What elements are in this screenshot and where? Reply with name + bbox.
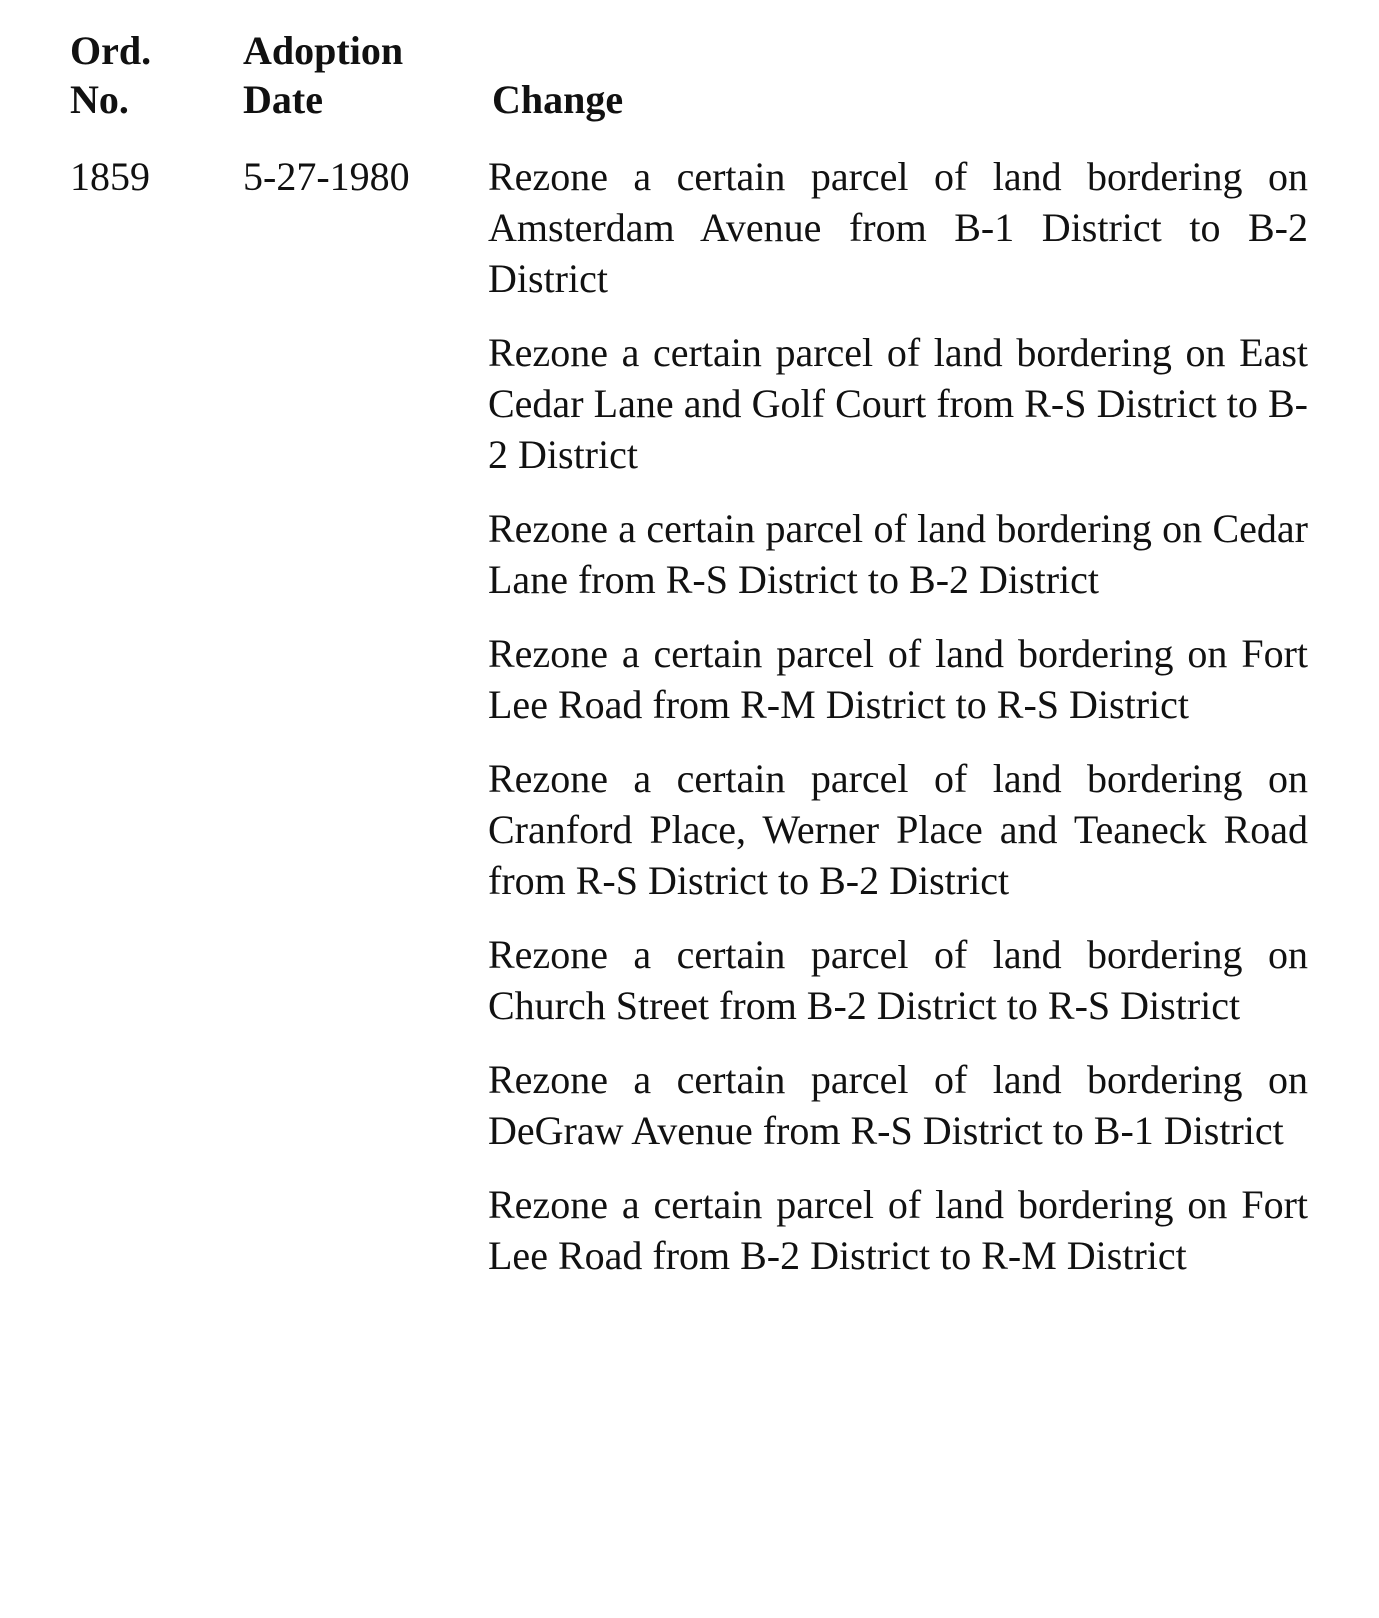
- header-ord-no: Ord. No.: [70, 28, 152, 122]
- change-item: Rezone a certain parcel of land bordering on East Cedar Lane and Golf Court from R-S District to B-2 District: [488, 330, 1308, 477]
- adoption-date-value: 5-27-1980: [243, 154, 410, 199]
- change-list: [488, 151, 1308, 1281]
- change-item: Rezone a certain parcel of land bordering on Church Street from B-2 District to R-S District: [488, 932, 1308, 1028]
- header-adoption-date: Adoption Date: [243, 28, 404, 122]
- change-item: Rezone a certain parcel of land bordering on DeGraw Avenue from R-S District to B-1 District: [488, 1057, 1308, 1153]
- change-item: Rezone a certain parcel of land bordering on Cranford Place, Werner Place and Teaneck Road from R-S District to B-2 District: [488, 756, 1308, 903]
- change-item: Rezone a certain parcel of land bordering on Fort Lee Road from B-2 District to R-M District: [488, 1182, 1308, 1278]
- header-change: Change: [492, 77, 624, 122]
- change-item: Rezone a certain parcel of land bordering on Amsterdam Avenue from B-1 District to B-2 District: [488, 154, 1308, 301]
- change-item: Rezone a certain parcel of land bordering on Fort Lee Road from R-M District to R-S District: [488, 631, 1308, 727]
- ord-no-value: 1859: [70, 154, 150, 199]
- change-item: Rezone a certain parcel of land bordering on Cedar Lane from R-S District to B-2 District: [488, 506, 1308, 602]
